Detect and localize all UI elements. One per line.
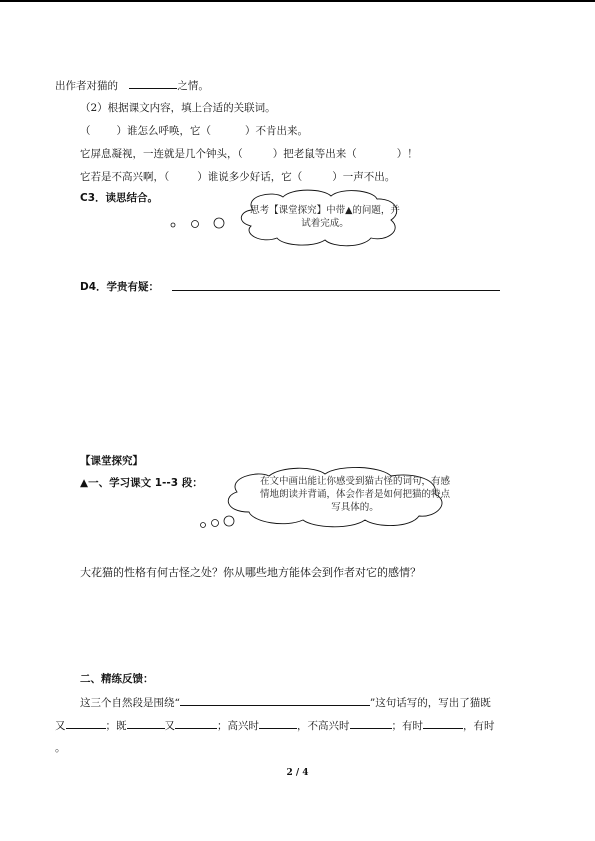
d4-answer-line[interactable] [172,290,500,291]
blank[interactable] [259,718,297,729]
sentence-2-start: 它屏息凝视，一连就是几个钟头，（ [80,148,243,160]
fill-2-c: 又 [164,720,175,732]
fill-2-d: ；高兴时 [217,720,259,732]
blank[interactable] [175,718,217,729]
fill-1-end: ”这句话写的，写出了猫既 [369,697,491,709]
sentence-3-mid: ）谁说多少好话，它（ [197,171,303,183]
fill-2-g: ，有时 [463,720,495,732]
cloud-2-text: 在文中画出能让你感受到猫古怪的词句，有感情地朗读并背诵，体会作者是如何把猫的特点写具体的。 [260,476,451,513]
blank[interactable] [66,718,106,729]
sentence-1-mid: ）谁怎么呼唤，它（ [116,125,211,137]
fill-2-b: ；既 [105,720,127,732]
sentence-3 [80,170,395,184]
sentence-2-end: ）！ [396,148,418,160]
blank[interactable] [423,718,463,729]
sentence-3-end: ）一声不出。 [332,171,396,183]
fill-2-e: ，不高兴时 [297,720,350,732]
sentence-2 [80,147,418,161]
sentence-3-start: 它若是不高兴啊，（ [80,171,170,183]
question-2: （2）根据课文内容，填上合适的关联词。 [80,102,276,114]
fill-2-f: ；有时 [391,720,423,732]
sentence-1 [80,124,308,138]
part-1-heading: ▲一、学习课文 1--3 段： [80,477,203,489]
blank[interactable] [127,718,165,729]
fill-1-start: 这三个自然段是围绕“ [80,697,180,709]
fill-line-2 [55,718,495,733]
blank[interactable] [350,718,392,729]
fill-2-a: 又 [55,720,66,732]
paren-open: （ [80,125,91,137]
sentence-2-mid: ）把老鼠等出来（ [272,148,357,160]
sentence-1-end: ）不肯出来。 [245,125,308,137]
c3-heading: C3．读思结合。 [80,192,159,204]
reflection-question: 大花猫的性格有何古怪之处？你从哪些地方能体会到作者对它的感情？ [80,566,421,579]
line-1-text: 出作者对猫的 [55,80,118,92]
blank[interactable] [180,695,370,706]
header-rule [0,0,595,2]
page-number: 2 / 4 [286,768,309,778]
line-1 [55,78,209,93]
line-1-end: 之情。 [177,80,209,92]
fill-line-3: 。 [55,742,66,754]
cloud-1-text: 思考【课堂探究】中带▲的问题，并试着完成。 [250,205,400,229]
d4-heading: D4．学贵有疑： [80,281,160,293]
fill-line-1 [80,695,491,710]
part-2-heading: 二、精练反馈： [80,673,154,685]
blank[interactable] [129,78,177,89]
section-title: 【课堂探究】 [80,455,143,467]
